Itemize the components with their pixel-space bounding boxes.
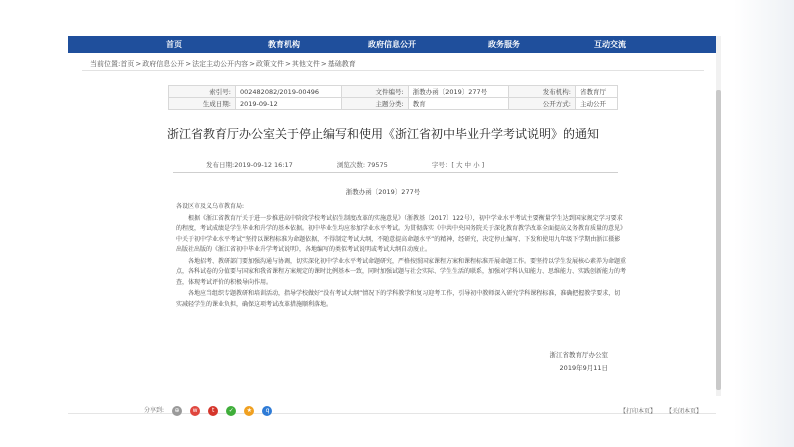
nav-government-services[interactable]: 政务服务 (488, 40, 520, 49)
sign-date: 2019年9月11日 (559, 364, 608, 372)
index-label: 索引号: (169, 86, 236, 98)
breadcrumb-separator: > (249, 60, 255, 68)
article-title: 浙江省教育厅办公室关于停止编写和使用《浙江省初中毕业升学考试说明》的通知 (166, 127, 599, 141)
qq-icon[interactable]: q (262, 406, 272, 416)
mode-value: 主动公开 (575, 98, 617, 110)
index-value: 002482082/2019-00496 (236, 86, 342, 98)
article-page (68, 36, 716, 447)
article-body (176, 202, 626, 311)
breadcrumb-item-home[interactable]: 首页 (120, 60, 135, 68)
publish-info (206, 160, 526, 169)
breadcrumb (90, 59, 356, 69)
breadcrumb-item-statutory[interactable]: 法定主动公开内容 (192, 60, 249, 68)
breadcrumb-separator: > (320, 60, 327, 68)
breadcrumb-item-basic-edu[interactable]: 基础教育 (327, 60, 356, 68)
nav-government-info[interactable]: 政府信息公开 (368, 40, 416, 49)
docnum-label: 文件编号: (341, 86, 408, 98)
scrollbar-thumb[interactable] (716, 90, 721, 390)
qzone-icon[interactable]: ★ (244, 406, 254, 416)
docnum-value: 浙教办函〔2019〕277号 (408, 86, 508, 98)
weibo-icon[interactable]: w (190, 406, 200, 416)
signature: 浙江省教育厅办公室 (549, 351, 608, 359)
topic-value: 教育 (408, 98, 508, 110)
breadcrumb-separator: > (284, 60, 291, 68)
nav-interaction[interactable]: 互动交流 (594, 40, 626, 49)
topic-label: 主题分类: (341, 98, 408, 110)
breadcrumb-item-gov-info[interactable]: 政府信息公开 (142, 60, 185, 68)
publisher-value: 省教育厅 (575, 86, 617, 98)
share-icon[interactable]: ⊕ (172, 406, 182, 416)
salutation: 各设区市及义乌市教育局: (176, 203, 245, 210)
metadata-table (168, 85, 618, 110)
font-size-switcher[interactable]: 字号：[ 大 中 小 ] (431, 161, 485, 169)
nav-education-institutions[interactable]: 教育机构 (268, 40, 300, 49)
breadcrumb-separator: > (185, 60, 192, 68)
share-icons (172, 400, 275, 412)
document-number: 浙教办函〔2019〕277号 (345, 188, 421, 196)
breadcrumb-divider (82, 70, 704, 71)
share-label: 分享到: (144, 407, 165, 414)
publish-time: 发布日期:2019-09-12 16:17 (206, 161, 293, 169)
breadcrumb-separator: > (135, 60, 142, 68)
scrollbar[interactable] (716, 36, 721, 396)
wechat-icon[interactable]: ✓ (226, 406, 236, 416)
tencent-weibo-icon[interactable]: t (208, 406, 218, 416)
body-paragraph: 各地应当组织专题教研和培训活动，指导学校做好“没有考试大纲”情况下的学科教学和复习迎考工作，引导初中教师深入研究学科课程标准，准确把握教学要求，切实减轻学生的课业负担，确保这项考试改革措施顺利落地。 (176, 290, 621, 308)
body-paragraph: 各地招考、教研部门要加强沟通与协调，切实深化初中学业水平考试命题研究，严格按照国家课程方案和课程标准开展命题工作。要坚持以学生发展核心素养为命题重点，各科试卷的分值要与国家和我省课程方案规定的课时比例基本一致，同时加强试题与社会实际、学生生活的联系，加强对学科认知能力、思维能力、实践创新能力的考查，体现考试评价的积极导向作用。 (176, 257, 627, 286)
background-fade (734, 0, 794, 447)
date-value: 2019-09-12 (236, 98, 342, 110)
nav-home[interactable]: 首页 (166, 40, 182, 49)
breadcrumb-item-other[interactable]: 其他文件 (291, 60, 320, 68)
publisher-label: 发布机构: (508, 86, 575, 98)
date-label: 生成日期: (169, 98, 236, 110)
breadcrumb-prefix: 当前位置: (90, 60, 121, 68)
view-count: 浏览次数: 79575 (336, 161, 388, 169)
close-button[interactable]: 【关闭本页】 (665, 408, 702, 415)
breadcrumb-item-policy[interactable]: 政策文件 (255, 60, 284, 68)
body-paragraph: 根据《浙江省教育厅关于进一步推进高中阶段学校考试招生制度改革的实施意见》（浙教基〔2017〕122号），初中学业水平考试主要衡量学生达到国家规定学习要求的程度，考试成绩是学生毕业和升学的基本依据。初中毕业生均应参加学业水平考试。为贯彻落实《中共中央国务院关于深化教育教学改革全面提高义务教育质量的意见》中关于初中学业水平考试“坚持以课程标准为命题依据，不得制定考试大纲，不随意提高命题水平”的精神，经研究，决定停止编写、下发和使用九年级下学期由浙江摄影出版社出版的《浙江省初中毕业升学考试说明》，各地编写的类似考试说明或考试大纲自动废止。 (176, 214, 627, 253)
mode-label: 公开方式: (508, 98, 575, 110)
title-divider (173, 172, 618, 173)
top-nav (68, 36, 716, 53)
footer-actions (612, 406, 702, 415)
print-button[interactable]: 【打印本页】 (620, 408, 657, 415)
